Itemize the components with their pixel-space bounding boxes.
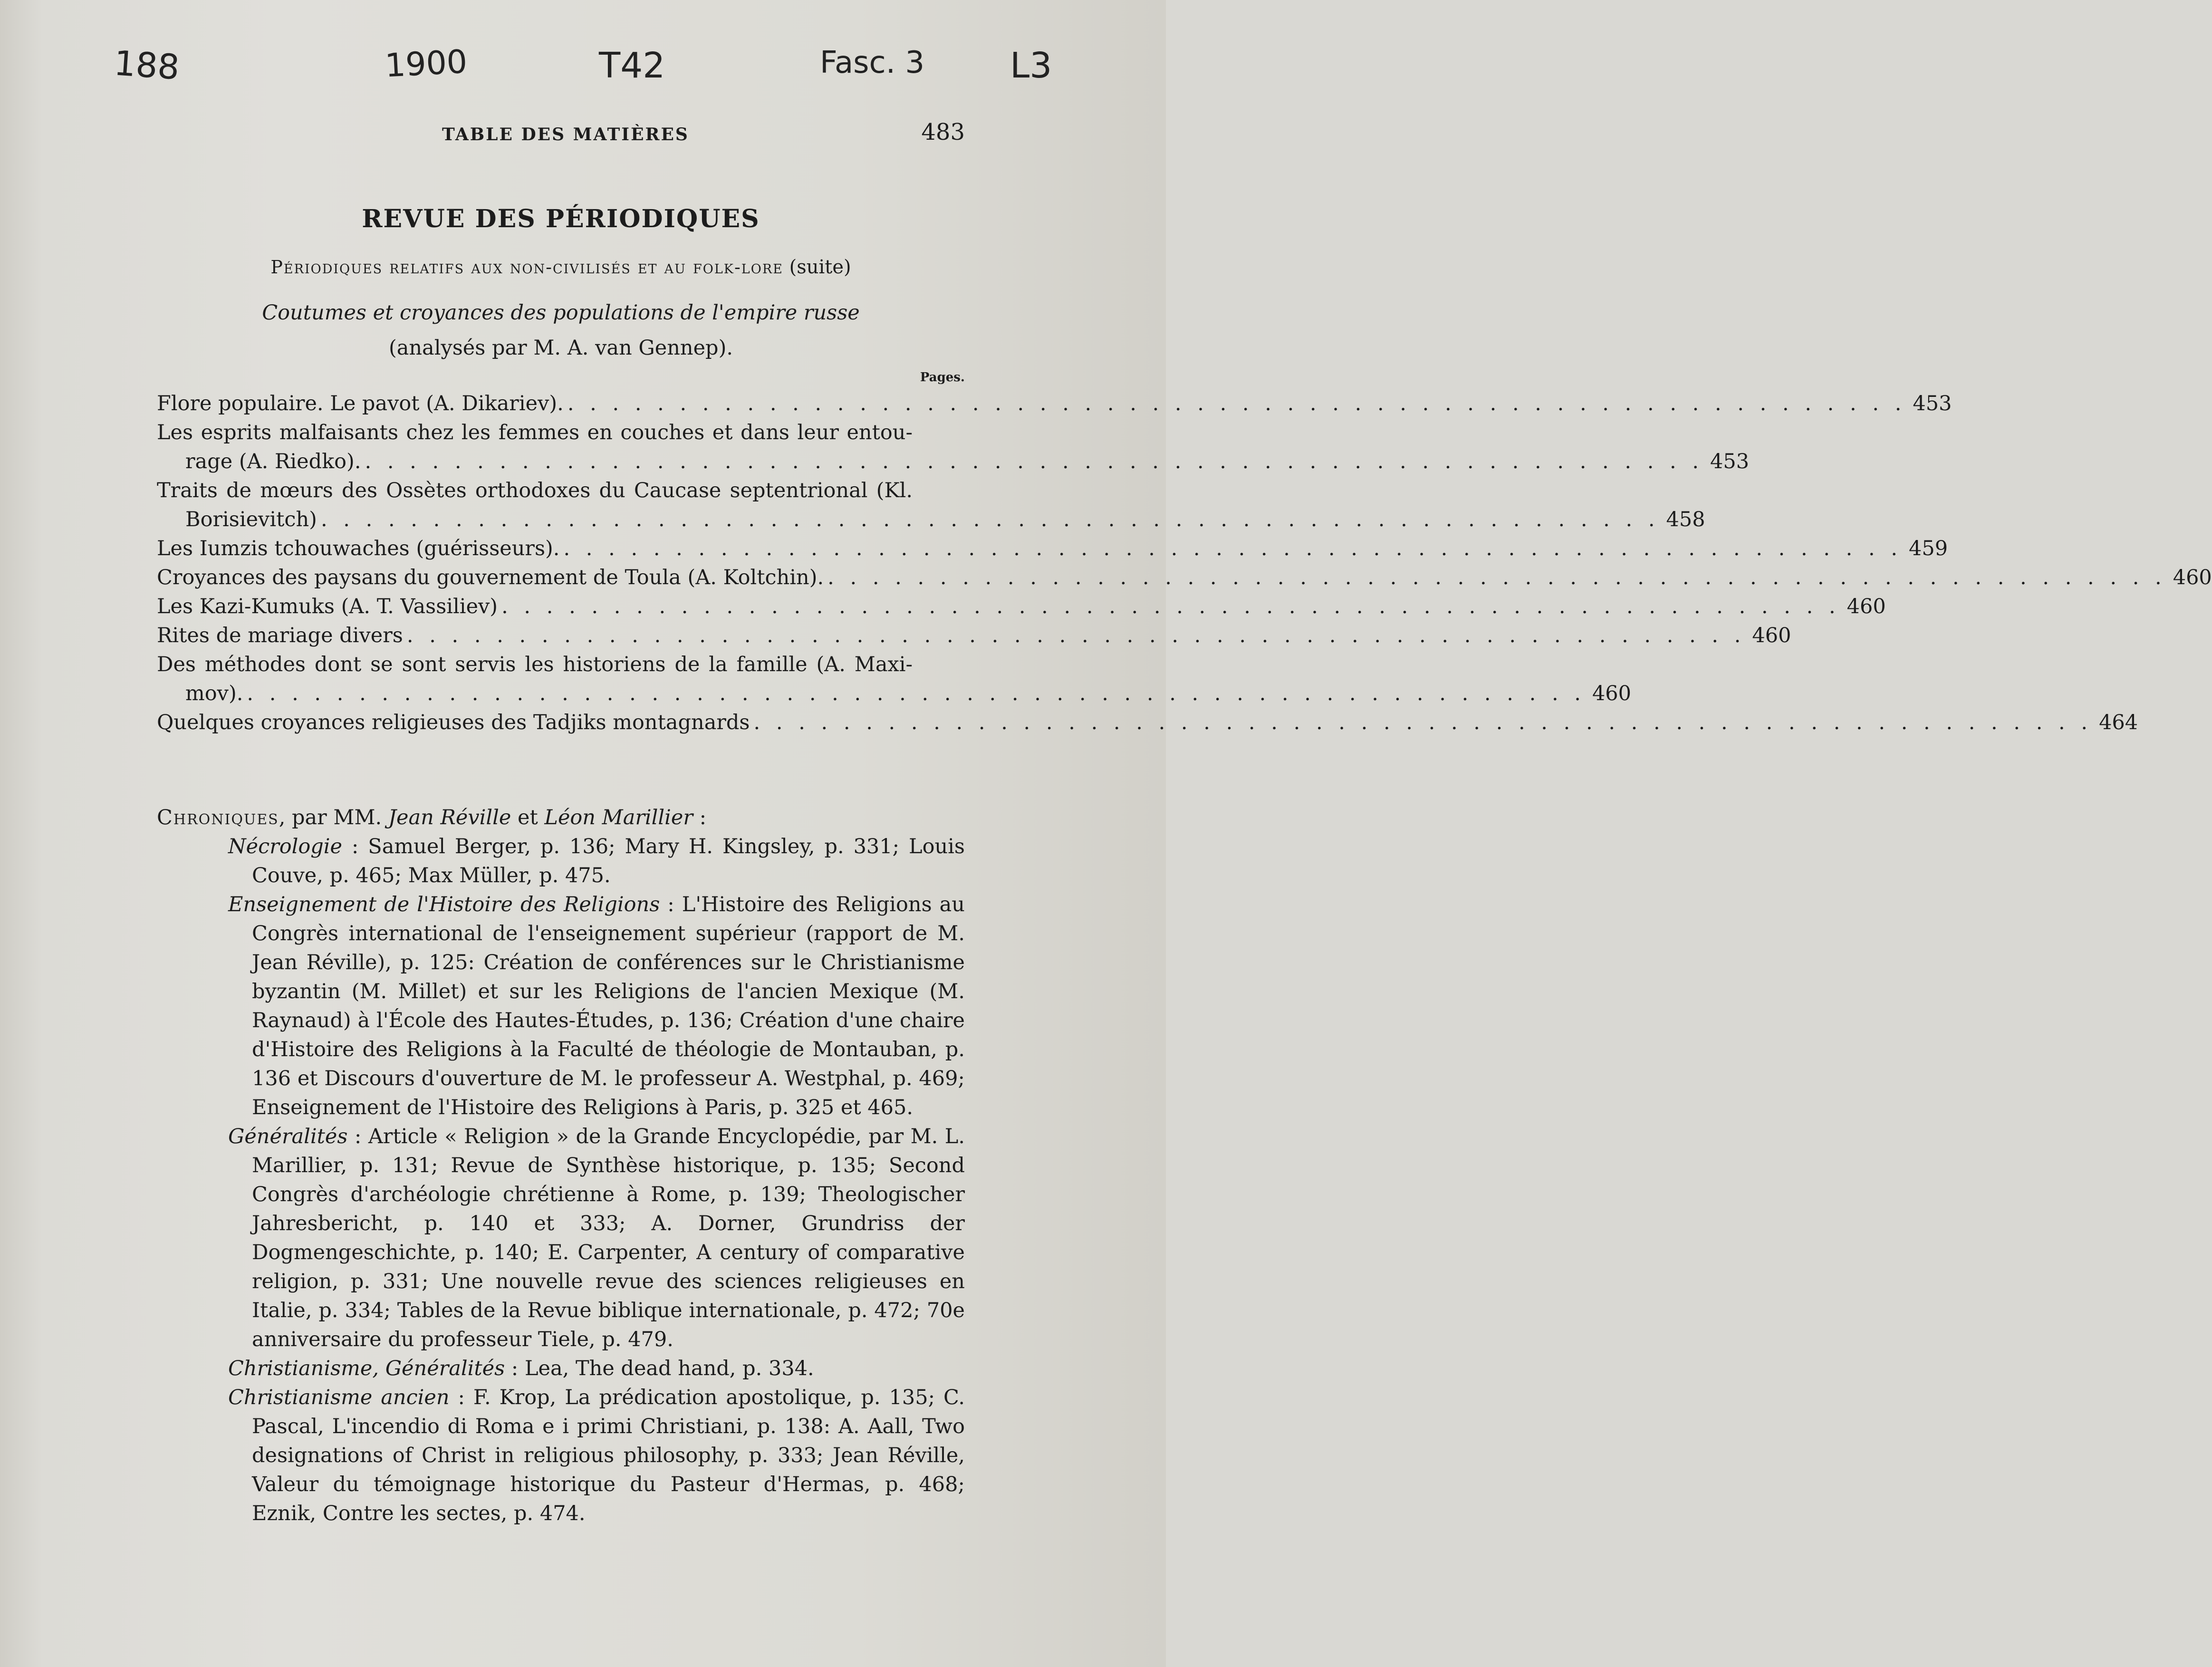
chronique-text: : L'Histoire des Religions au Congrès international de l'enseignement supérieur (rapport de M. Jean Réville), p. 125: Création de conférences sur le Christianisme byzantin (M. Millet) et sur les Religions de l'ancien Mexique (M. Raynaud) à l'École des Hautes-Études, p. 136; Création d'une chaire d'Histoire des Religions à la Faculté de théologie de Montauban, p. 136 et Discours d'ouverture de M. le professeur A. Westphal, p. 469; Enseignement de l'Histoire des Religions à Paris, p. 325 et 465. bbox=[252, 893, 965, 1119]
leader-dots: . . . . . . . . . . . . . . . . . . . . . . . . . . . . . . . . . . . . . . . . . . . . . . . . . . . . . . . . . . . . bbox=[406, 624, 1746, 647]
leader-dots: . . . . . . . . . . . . . . . . . . . . . . . . . . . . . . . . . . . . . . . . . . . . . . . . . . . . . . . . . . . . bbox=[827, 566, 2166, 589]
chronique-category: Nécrologie bbox=[228, 835, 342, 858]
toc-entry bbox=[157, 534, 1948, 563]
chronique-entry bbox=[157, 1383, 965, 1528]
toc-entry-title: mov). bbox=[185, 682, 243, 705]
toc-entry-title: Rites de mariage divers bbox=[157, 624, 403, 647]
chronique-category: Christianisme, Généralités bbox=[228, 1357, 505, 1380]
toc-entry-title-line: Les esprits malfaisants chez les femmes en couches et dans leur entou- bbox=[157, 421, 913, 444]
toc-entry-line bbox=[157, 592, 1886, 621]
chronique-text: : Article « Religion » de la Grande Encyclopédie, par M. L. Marillier, p. 131; Revue de Synthèse historique, p. 135; Second Congrès d'archéologie chrétienne à Rome, p. 139; Theologischer Jahresbericht, p. 140 et 333; A. Dorner, Grundriss der Dogmengeschichte, p. 140; E. Carpenter, A century of comparative religion, p. 331; Une nouvelle revue des sciences religieuses en Italie, p. 334; Tables de la Revue biblique internationale, p. 472; 70e anniversaire du professeur Tiele, p. 479. bbox=[252, 1125, 965, 1351]
chroniques-label: Chroniques bbox=[157, 806, 279, 829]
leader-dots: . . . . . . . . . . . . . . . . . . . . . . . . . . . . . . . . . . . . . . . . . . . . . . . . . . . . . . . . . . . . bbox=[567, 392, 1906, 415]
handwritten-annotations bbox=[0, 45, 1166, 97]
toc-entry-line bbox=[157, 563, 2212, 592]
chronique-entry bbox=[157, 890, 965, 1122]
chroniques-entries bbox=[157, 832, 965, 1528]
toc-entry-page: 464 bbox=[2099, 711, 2138, 734]
leader-dots: . . . . . . . . . . . . . . . . . . . . . . . . . . . . . . . . . . . . . . . . . . . . . . . . . . . . . . . . . . . . bbox=[365, 450, 1704, 473]
leader-dots: . . . . . . . . . . . . . . . . . . . . . . . . . . . . . . . . . . . . . . . . . . . . . . . . . . . . . . . . . . . . bbox=[247, 682, 1586, 705]
handwritten-note: L3 bbox=[1010, 45, 1052, 86]
toc-entry-page: 459 bbox=[1909, 537, 1948, 560]
chroniques-heading bbox=[157, 803, 965, 832]
author-name: Jean Réville bbox=[388, 806, 511, 829]
toc-entry-page: 458 bbox=[1666, 508, 1705, 531]
toc-entry-page: 460 bbox=[1752, 624, 1791, 647]
toc-entry-line bbox=[157, 505, 1705, 534]
subtitle-suffix: (suite) bbox=[789, 256, 851, 278]
chroniques-by: , par MM. bbox=[279, 806, 382, 829]
toc-entry-title: Flore populaire. Le pavot (A. Dikariev). bbox=[157, 392, 564, 415]
chronique-category: Enseignement de l'Histoire des Religions bbox=[228, 893, 660, 916]
toc-entry bbox=[157, 621, 1791, 650]
toc-entry-title: Croyances des paysans du gouvernement de Toula (A. Koltchin). bbox=[157, 566, 824, 589]
toc-entry-title: Les Kazi-Kumuks (A. T. Vassiliev) bbox=[157, 595, 498, 618]
toc-entry bbox=[157, 389, 1952, 418]
leader-dots: . . . . . . . . . . . . . . . . . . . . . . . . . . . . . . . . . . . . . . . . . . . . . . . . . . . . . . . . . . . . bbox=[501, 595, 1840, 618]
toc-entry-line bbox=[157, 389, 1952, 418]
toc-entry-title: Les Iumzis tchouwaches (guérisseurs). bbox=[157, 537, 560, 560]
toc-entry-page: 460 bbox=[2173, 566, 2212, 589]
section-title: REVUE DES PÉRIODIQUES bbox=[362, 204, 760, 233]
toc-entry-page: 453 bbox=[1710, 450, 1750, 473]
leader-dots: . . . . . . . . . . . . . . . . . . . . . . . . . . . . . . . . . . . . . . . . . . . . . . . . . . . . . . . . . . . . bbox=[320, 508, 1660, 531]
toc-entry bbox=[157, 418, 1750, 476]
toc-entry-page: 460 bbox=[1847, 595, 1886, 618]
colon: : bbox=[699, 806, 707, 829]
toc-entry-line bbox=[157, 621, 1791, 650]
chronique-text: : Samuel Berger, p. 136; Mary H. Kingsley, p. 331; Louis Couve, p. 465; Max Müller, p. 475. bbox=[252, 835, 965, 887]
subsection-title: Coutumes et croyances des populations de l'empire russe bbox=[262, 301, 860, 325]
toc-entry-title-line: Des méthodes dont se sont servis les historiens de la famille (A. Maxi- bbox=[157, 653, 913, 676]
chronique-category: Généralités bbox=[228, 1125, 348, 1148]
handwritten-note: Fasc. 3 bbox=[820, 45, 925, 80]
chronique-category: Christianisme ancien bbox=[228, 1386, 450, 1409]
toc-entry-title: rage (A. Riedko). bbox=[185, 450, 361, 473]
handwritten-note: 1900 bbox=[384, 43, 469, 85]
toc-entry-title-line: Traits de mœurs des Ossètes orthodoxes du Caucase septentrional (Kl. bbox=[157, 479, 913, 502]
toc-entry bbox=[157, 476, 1705, 534]
page-number: 483 bbox=[921, 119, 965, 145]
toc-entry-page: 453 bbox=[1913, 392, 1952, 415]
toc-entry-title: Borisievitch) bbox=[185, 508, 317, 531]
toc-entry bbox=[157, 650, 1632, 708]
periodicals-section bbox=[157, 204, 2212, 737]
section-subtitle bbox=[157, 256, 965, 278]
analysed-by: (analysés par M. A. van Gennep). bbox=[388, 336, 733, 360]
author-name: Léon Marillier bbox=[544, 806, 693, 829]
chronique-entry bbox=[157, 832, 965, 890]
toc-entry-line bbox=[157, 679, 1632, 708]
chronique-entry bbox=[157, 1122, 965, 1354]
leader-dots: . . . . . . . . . . . . . . . . . . . . . . . . . . . . . . . . . . . . . . . . . . . . . . . . . . . . . . . . . . . . bbox=[753, 711, 2093, 734]
running-head bbox=[157, 119, 965, 152]
toc-entry bbox=[157, 708, 2138, 737]
toc-entry-line bbox=[157, 534, 1948, 563]
toc-entry bbox=[157, 592, 1886, 621]
toc-entry bbox=[157, 563, 2212, 592]
leader-dots: . . . . . . . . . . . . . . . . . . . . . . . . . . . . . . . . . . . . . . . . . . . . . . . . . . . . . . . . . . . . bbox=[563, 537, 1903, 560]
toc-entry-title: Quelques croyances religieuses des Tadjiks montagnards bbox=[157, 711, 750, 734]
handwritten-note: 188 bbox=[113, 43, 181, 87]
toc-entry-line bbox=[157, 708, 2138, 737]
conjunction: et bbox=[518, 806, 538, 829]
toc-entry-line bbox=[157, 447, 1750, 476]
chronique-text: : F. Krop, La prédication apostolique, p. 135; C. Pascal, L'incendio di Roma e i primi Christiani, p. 138: A. Aall, Two designations of Christ in religious philosophy, p. 333; Jean Réville, Valeur du témoignage historique du Pasteur d'Hermas, p. 468; Eznik, Contre les sectes, p. 474. bbox=[252, 1386, 965, 1525]
pages-column-label: Pages. bbox=[920, 370, 965, 385]
table-of-contents bbox=[157, 389, 2212, 737]
toc-entry-page: 460 bbox=[1592, 682, 1632, 705]
subtitle-text: Périodiques relatifs aux non-civilisés et au folk-lore bbox=[270, 257, 783, 278]
handwritten-note: T42 bbox=[599, 45, 665, 86]
chronique-entry bbox=[157, 1354, 965, 1383]
chroniques-section bbox=[157, 803, 965, 1528]
running-head-title: TABLE DES MATIÈRES bbox=[442, 125, 689, 145]
chronique-text: : Lea, The dead hand, p. 334. bbox=[505, 1357, 814, 1380]
